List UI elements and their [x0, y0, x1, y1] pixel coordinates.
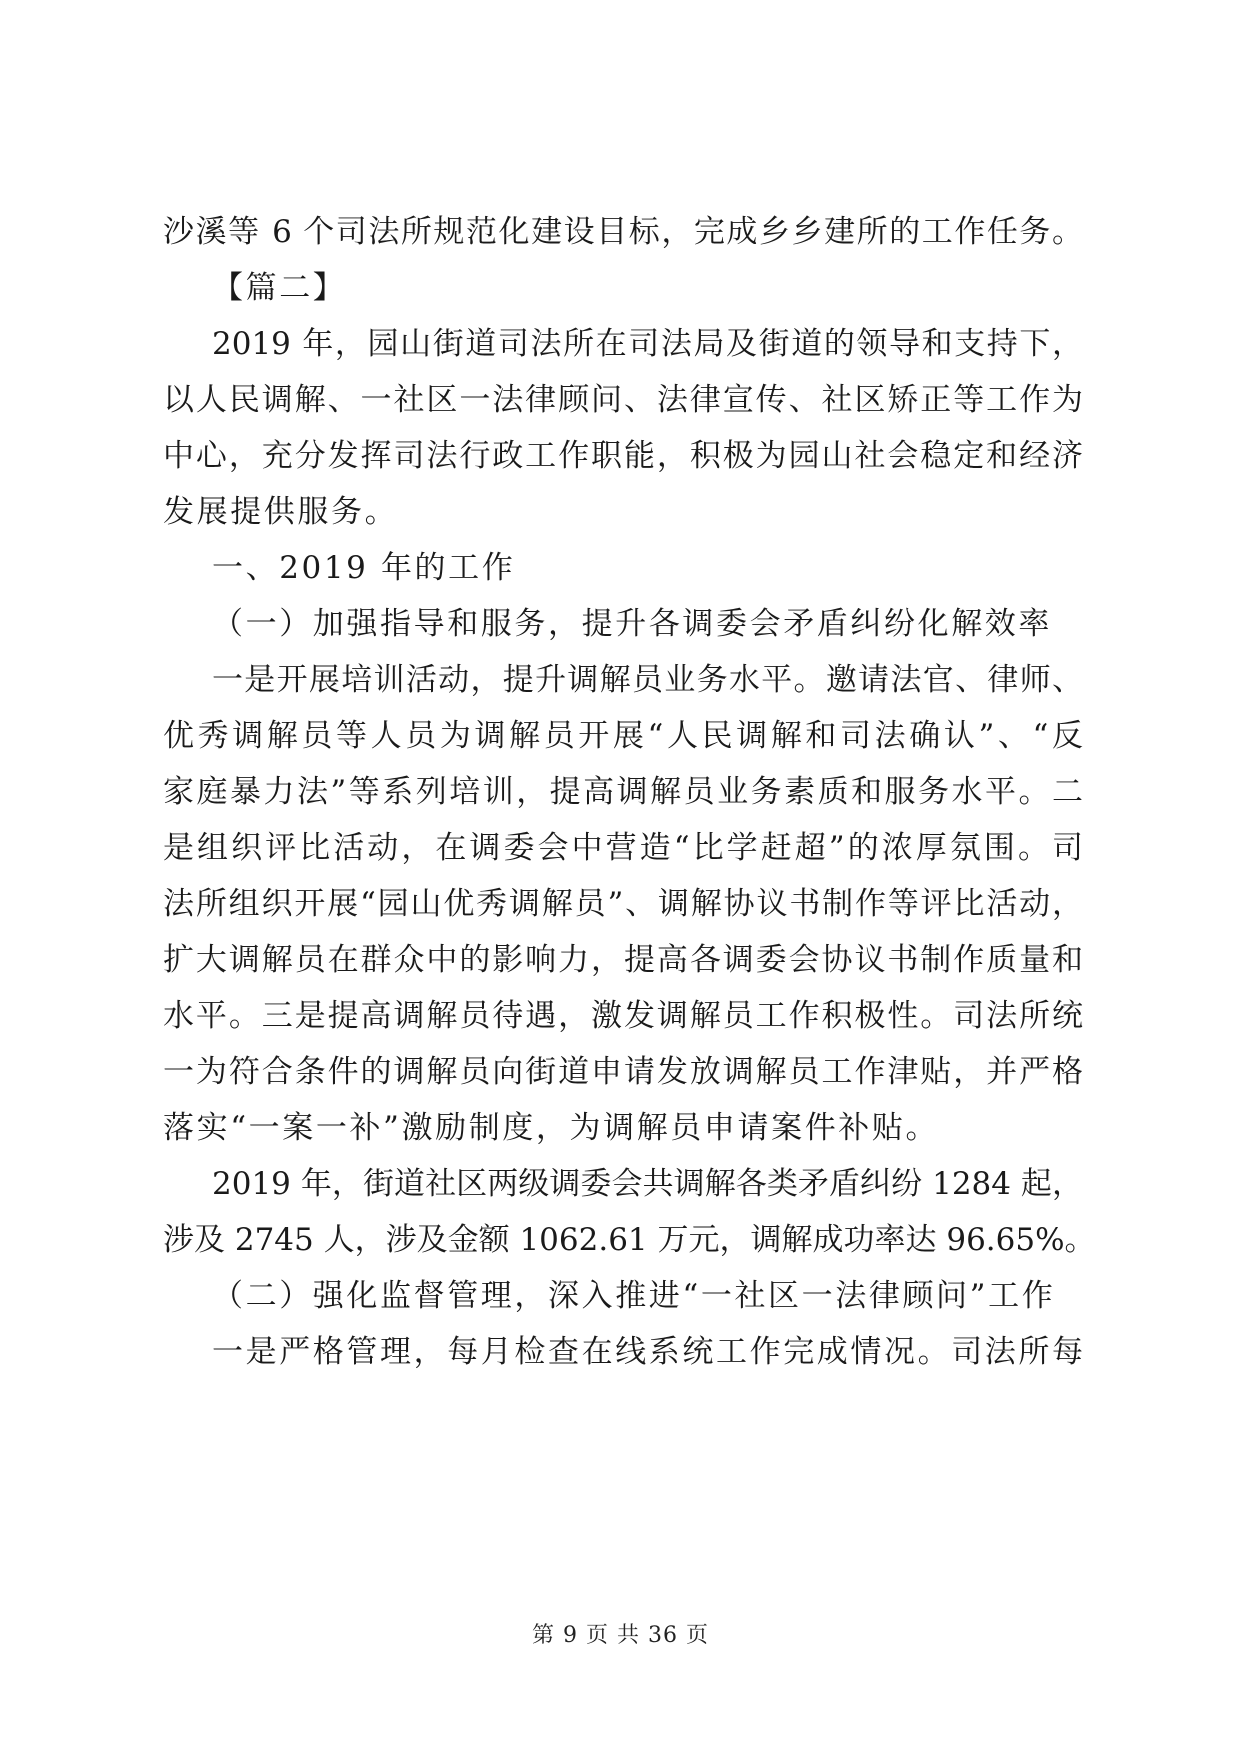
paragraph-line-19: 涉及 2745 人，涉及金额 1062.61 万元，调解成功率达 96.65%。 — [163, 1222, 1096, 1258]
paragraph-line-9: 一是开展培训活动，提升调解员业务水平。邀请法官、律师、 — [212, 662, 1083, 698]
page-number-footer: 第 9 页 共 36 页 — [532, 1623, 709, 1648]
paragraph-line-10: 优秀调解员等人员为调解员开展“人民调解和司法确认”、“反 — [163, 718, 1083, 754]
paragraph-line-16: 一为符合条件的调解员向街道申请发放调解员工作津贴，并严格 — [163, 1054, 1083, 1090]
paragraph-line-1: 沙溪等 6 个司法所规范化建设目标，完成乡乡建所的工作任务。 — [163, 214, 1083, 250]
paragraph-line-5: 中心，充分发挥司法行政工作职能，积极为园山社会稳定和经济 — [163, 438, 1083, 474]
paragraph-line-13: 法所组织开展“园山优秀调解员”、调解协议书制作等评比活动， — [163, 886, 1083, 922]
paragraph-line-4: 以人民调解、一社区一法律顾问、法律宣传、社区矫正等工作为 — [163, 382, 1083, 418]
paragraph-line-15: 水平。三是提高调解员待遇，激发调解员工作积极性。司法所统 — [163, 998, 1083, 1034]
paragraph-line-3: 2019 年，园山街道司法所在司法局及街道的领导和支持下， — [212, 326, 1083, 362]
paragraph-line-17: 落实“一案一补”激励制度，为调解员申请案件补贴。 — [163, 1110, 940, 1146]
section-heading: 【篇二】 — [212, 270, 347, 306]
paragraph-line-12: 是组织评比活动，在调委会中营造“比学赶超”的浓厚氛围。司 — [163, 830, 1083, 866]
paragraph-line-14: 扩大调解员在群众中的影响力，提高各调委会协议书制作质量和 — [163, 942, 1083, 978]
paragraph-line-21: 一是严格管理，每月检查在线系统工作完成情况。司法所每 — [212, 1334, 1083, 1370]
paragraph-line-11: 家庭暴力法”等系列培训，提高调解员业务素质和服务水平。二 — [163, 774, 1083, 810]
paragraph-line-18: 2019 年，街道社区两级调委会共调解各类矛盾纠纷 1284 起， — [212, 1166, 1083, 1202]
subheading-two: （二）强化监督管理，深入推进“一社区一法律顾问”工作 — [212, 1278, 1056, 1314]
subheading-one: （一）加强指导和服务，提升各调委会矛盾纠纷化解效率 — [212, 606, 1052, 642]
paragraph-line-6: 发展提供服务。 — [163, 494, 399, 530]
subheading-2019-work: 一、2019 年的工作 — [212, 550, 516, 586]
